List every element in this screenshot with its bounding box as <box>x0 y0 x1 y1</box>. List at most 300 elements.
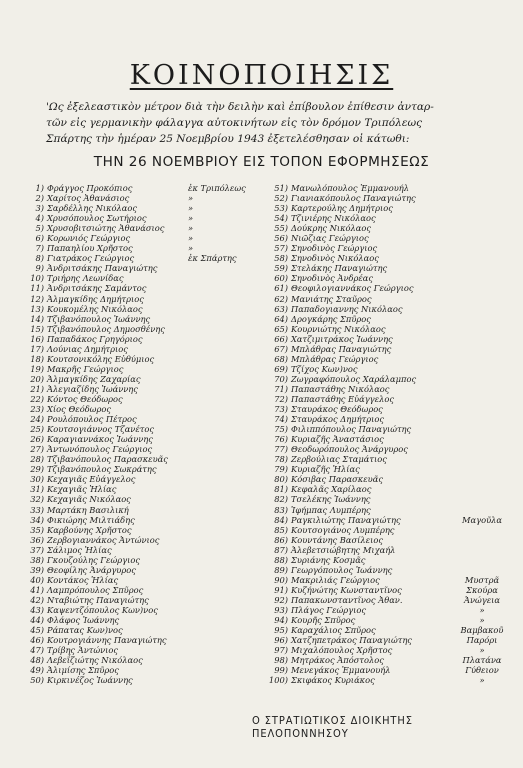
list-item <box>22 565 262 575</box>
entry-name: Μητράκος Ἀπόστολος <box>291 655 384 666</box>
list-item <box>266 545 506 555</box>
list-item <box>266 334 506 344</box>
entry-number: 10) <box>30 273 44 284</box>
list-item <box>266 213 506 223</box>
entry-name: Σηνοδινὸς Ἀνδρέας <box>291 273 374 284</box>
entry-name: Σταυράκος Δημήτριος <box>291 414 384 425</box>
entry-location: » <box>188 203 194 214</box>
list-item <box>266 364 506 374</box>
list-item <box>22 444 262 454</box>
entry-number: 18) <box>30 353 44 364</box>
entry-name: Πλάγος Γεώργιος <box>291 604 367 615</box>
entry-number: 95) <box>274 625 288 636</box>
entry-name: Καρτερούλης Δημήτριος <box>291 203 393 214</box>
entry-number: 12) <box>30 293 44 304</box>
entry-number: 77) <box>274 444 288 455</box>
entry-name: Ἀλμαγκίδης Ζαχαρίας <box>47 373 141 384</box>
entry-name: Δρογκάρης Σπῦρος <box>291 313 371 324</box>
list-item <box>22 273 262 283</box>
entry-name: Χίος Θεόδωρος <box>47 404 111 415</box>
entry-location: Βαμβακοῦ <box>460 625 504 636</box>
list-item <box>266 233 506 243</box>
entry-number: 82) <box>274 494 288 505</box>
list-item <box>22 434 262 444</box>
entry-name: Κουτρογιάννης Παναγιώτης <box>47 635 167 646</box>
signature: Ο ΣΤΡΑΤΙΩΤΙΚΟΣ ΔΙΟΙΚΗΤΗΣ ΠΕΛΟΠΟΝΝΗΣΟΥ <box>252 714 413 740</box>
entry-name: Κεφαλᾶς Χαρίλαος <box>291 484 372 495</box>
entry-number: 29) <box>30 464 44 475</box>
entry-number: 65) <box>274 323 288 334</box>
names-column-left <box>22 183 262 685</box>
entry-number: 8) <box>35 253 44 264</box>
entry-number: 15) <box>30 323 44 334</box>
list-item <box>266 635 506 645</box>
list-item <box>266 354 506 364</box>
entry-location: » <box>188 243 194 254</box>
entry-name: Κυζήνώτης Κωνσταντῖνος <box>291 584 402 595</box>
entry-name: Φλάφος Ἰωάννης <box>47 615 120 626</box>
list-item <box>266 384 506 394</box>
entry-number: 78) <box>274 454 288 465</box>
list-item <box>22 344 262 354</box>
page-title: ΚΟΙΝΟΠΟΙΗΣΙΣ <box>129 60 394 91</box>
list-item <box>266 394 506 404</box>
list-item <box>266 605 506 615</box>
entry-number: 98) <box>274 655 288 666</box>
entry-number: 64) <box>274 313 288 324</box>
entry-number: 23) <box>30 404 44 415</box>
entry-number: 38) <box>30 554 44 565</box>
entry-name: Τριήρης Λεωνίδας <box>47 273 124 284</box>
entry-number: 72) <box>274 393 288 404</box>
list-item <box>266 494 506 504</box>
entry-number: 85) <box>274 524 288 535</box>
list-item <box>266 283 506 293</box>
entry-name: Παπαδάκος Γρηγόριος <box>47 333 143 344</box>
entry-number: 25) <box>30 424 44 435</box>
entry-number: 62) <box>274 293 288 304</box>
intro-line: 'Ως ἐξελεαστικὸν μέτρον διὰ τὴν δειλὴν καὶ ἐπίβουλον ἐπίθεσιν ἀνταρ- <box>46 101 434 113</box>
entry-location: Μυστρᾶ <box>464 574 500 585</box>
entry-name: Λεβεΐζιώτης Νικόλαος <box>47 655 143 666</box>
entry-number: 81) <box>274 484 288 495</box>
entry-name: Τζίχος Κων)νος <box>291 363 358 374</box>
entry-number: 60) <box>274 273 288 284</box>
list-item <box>266 464 506 474</box>
entry-number: 30) <box>30 474 44 485</box>
entry-number: 41) <box>30 584 44 595</box>
entry-number: 56) <box>274 233 288 244</box>
entry-number: 84) <box>274 514 288 525</box>
entry-location: » <box>188 233 194 244</box>
entry-name: Ζερβογιαννάκος Ἀντώνιος <box>47 534 160 545</box>
entry-name: Νιῶζιας Γεώργιος <box>291 233 369 244</box>
list-item <box>266 515 506 525</box>
entry-name: Σταυράκος Θεόδωρος <box>291 404 383 415</box>
entry-number: 24) <box>30 414 44 425</box>
entry-name: Παπαστάθης Νικόλαος <box>291 383 390 394</box>
entry-number: 45) <box>30 625 44 636</box>
entry-name: Κουρῆς Σπῦρος <box>291 615 356 626</box>
list-item <box>22 314 262 324</box>
entry-number: 1) <box>35 183 44 193</box>
entry-number: 11) <box>30 283 44 294</box>
list-item <box>266 304 506 314</box>
list-item <box>22 354 262 364</box>
entry-number: 36) <box>30 534 44 545</box>
entry-number: 80) <box>274 474 288 485</box>
intro-line: τῶν εἰς γερμανικὴν φάλαγγα αὐτοκινήτων εἰς τὸν δρόμον Τριπόλεως <box>46 117 423 129</box>
entry-name: Κόσιβας Παρασκευᾶς <box>291 474 383 485</box>
list-item <box>22 484 262 494</box>
entry-number: 53) <box>274 203 288 214</box>
entry-name: Ράπατας Κων)νος <box>47 625 123 636</box>
list-item <box>266 294 506 304</box>
list-item <box>22 193 262 203</box>
entry-number: 6) <box>35 233 44 244</box>
entry-number: 20) <box>30 373 44 384</box>
entry-number: 13) <box>30 303 44 314</box>
entry-name: Χαρίτος Ἀθανάσιος <box>47 193 130 204</box>
list-item <box>22 464 262 474</box>
list-item <box>22 233 262 243</box>
list-item <box>22 243 262 253</box>
list-item <box>266 665 506 675</box>
entry-number: 37) <box>30 544 44 555</box>
entry-name: Κόντος Θεόδωρος <box>47 393 123 404</box>
entry-name: Καραγιαννάκος Ἰωάννης <box>47 434 153 445</box>
entry-name: Κουκομέλης Νικόλαος <box>47 303 143 314</box>
entry-name: Καρβούνης Χρῆστος <box>47 524 132 535</box>
entry-location: » <box>188 223 194 234</box>
entry-number: 40) <box>30 574 44 585</box>
list-item <box>266 474 506 484</box>
list-item <box>22 545 262 555</box>
list-item <box>22 213 262 223</box>
entry-name: Κυριαζῆς Ἀναστάσιος <box>291 434 384 445</box>
entry-location: » <box>479 604 485 615</box>
list-item <box>266 645 506 655</box>
entry-number: 52) <box>274 193 288 204</box>
entry-name: Μακρῆς Γεώργιος <box>47 363 124 374</box>
entry-number: 71) <box>274 383 288 394</box>
entry-name: Ἀνδριτσάκης Σαμάντος <box>47 283 147 294</box>
list-item <box>22 585 262 595</box>
entry-number: 79) <box>274 464 288 475</box>
list-item <box>22 575 262 585</box>
list-item <box>22 625 262 635</box>
entry-number: 27) <box>30 444 44 455</box>
list-item <box>22 203 262 213</box>
list-item <box>22 555 262 565</box>
entry-name: Ἀλεβετσιώβητης Μιχαήλ <box>291 544 396 555</box>
list-item <box>266 484 506 494</box>
list-item <box>22 294 262 304</box>
entry-number: 28) <box>30 454 44 465</box>
list-item <box>22 535 262 545</box>
list-item <box>266 625 506 635</box>
list-item <box>266 344 506 354</box>
entry-name: Μανωλόπουλος Ἐμμανουήλ <box>291 183 409 193</box>
entry-number: 43) <box>30 604 44 615</box>
entry-name: Γιανιακόπουλος Παναγιώτης <box>291 193 416 204</box>
list-heading: ΤΗΝ 26 ΝΟΕΜΒΡΙΟΥ ΕΙΣ ΤΟΠΟΝ ΕΦΟΡΜΗΣΕΩΣ <box>93 154 430 170</box>
entry-name: Κουτσογιάνος Λυμπέρης <box>291 524 395 535</box>
entry-name: Θεοφιλογιαννάκος Γεώργιος <box>291 283 414 294</box>
list-item <box>22 595 262 605</box>
entry-name: Χατζιμιτράκος Ἰωάννης <box>291 333 393 344</box>
list-item <box>22 253 262 263</box>
list-item <box>266 273 506 283</box>
entry-name: Σαρδέλλης Νικόλαος <box>47 203 138 214</box>
list-item <box>22 414 262 424</box>
list-item <box>266 575 506 585</box>
entry-name: Σάλιμος Ἡλίας <box>47 544 112 555</box>
entry-number: 50) <box>30 675 44 686</box>
entry-number: 35) <box>30 524 44 535</box>
entry-name: Παπαηλίου Χρῆστος <box>47 243 133 254</box>
list-item <box>266 414 506 424</box>
list-item <box>22 635 262 645</box>
entry-name: Τζιβανόπουλος Δημοσθένης <box>47 323 165 334</box>
entry-number: 89) <box>274 564 288 575</box>
entry-name: Φικιώρης Μιλτιάδης <box>47 514 135 525</box>
entry-name: Κουντάνης Βασίλειος <box>291 534 383 545</box>
entry-name: Παπακωνσταντῖνος Ἀθαν. <box>291 594 403 605</box>
entry-name: Ραγκιλιώτης Παναγιώτης <box>291 514 401 525</box>
list-item <box>266 615 506 625</box>
list-item <box>22 183 262 193</box>
entry-name: Κουτσογιάννος Τζανέτος <box>47 424 155 435</box>
entry-number: 74) <box>274 414 288 425</box>
entry-number: 3) <box>35 203 44 214</box>
entry-number: 73) <box>274 404 288 415</box>
entry-name: Σηνοδινὸς Γεώργιος <box>291 243 378 254</box>
entry-name: Κουτσονικόλης Εὐθύμιος <box>47 353 155 364</box>
list-item <box>22 424 262 434</box>
entry-name: Γιατράκος Γεώργιος <box>47 253 135 264</box>
list-item <box>266 253 506 263</box>
entry-number: 47) <box>30 645 44 656</box>
entry-name: Ἰφήμπας Λυμπέρης <box>291 504 371 515</box>
entry-name: Ἀντωνόπουλος Γεώργιος <box>47 444 153 455</box>
list-item <box>266 595 506 605</box>
entry-number: 83) <box>274 504 288 515</box>
entry-name: Λαμπρόπουλος Σπῦρος <box>47 584 144 595</box>
list-item <box>266 203 506 213</box>
entry-name: Μακριλιάς Γεώργιος <box>291 574 380 585</box>
list-item <box>22 324 262 334</box>
entry-number: 32) <box>30 494 44 505</box>
entry-name: Καραχάλιος Σπῦρος <box>291 625 376 636</box>
entry-number: 61) <box>274 283 288 294</box>
list-item <box>266 454 506 464</box>
entry-name: Κεχαγιᾶς Νικόλαος <box>47 494 131 505</box>
entry-number: 31) <box>30 484 44 495</box>
entry-location: ἐκ Τριπόλεως <box>188 183 246 193</box>
entry-name: Σκιφάκος Κυριάκος <box>291 675 375 686</box>
entry-name: Νταβιώτης Παναγιώτης <box>47 594 149 605</box>
entry-number: 49) <box>30 665 44 676</box>
list-item <box>22 645 262 655</box>
entry-name: Ἀλμαγκίδης Δημήτριος <box>47 293 144 304</box>
list-item <box>266 243 506 253</box>
entry-name: Τρίβης Ἀντώνιος <box>47 645 119 656</box>
list-item <box>266 505 506 515</box>
list-item <box>22 494 262 504</box>
entry-number: 66) <box>274 333 288 344</box>
list-item <box>266 434 506 444</box>
entry-name: Ζερβούλιας Σταμάτιος <box>291 454 387 465</box>
list-item <box>266 565 506 575</box>
entry-name: Μενεγάκος Ἐμμανουήλ <box>291 665 391 676</box>
entry-name: Στελάκης Παναγιώτης <box>291 263 388 274</box>
entry-number: 4) <box>35 213 44 224</box>
entry-name: Χρυσόπουλος Σωτήριος <box>47 213 147 224</box>
list-item <box>266 655 506 665</box>
entry-name: Μιχαλόπουλος Χρῆστος <box>291 645 393 656</box>
entry-name: Ἀνδριτσάκης Παναγιώτης <box>47 263 158 274</box>
list-item <box>22 675 262 685</box>
list-item <box>266 324 506 334</box>
entry-name: Γκουζούλης Γεώργιος <box>47 554 140 565</box>
list-item <box>22 525 262 535</box>
list-item <box>266 223 506 233</box>
entry-location: » <box>188 213 194 224</box>
entry-number: 97) <box>274 645 288 656</box>
entry-location: Πλατάνα <box>462 655 502 666</box>
intro-line: Σπάρτης τὴν ἡμέραν 25 Νοεμβρίου 1943 ἐξετελέσθησαν οἱ κάτωθι: <box>46 133 410 145</box>
list-item <box>22 394 262 404</box>
entry-name: Μπλάθρας Γεώργιος <box>291 353 379 364</box>
entry-location: Σκούρα <box>466 584 498 595</box>
entry-number: 55) <box>274 223 288 234</box>
list-item <box>22 474 262 484</box>
entry-name: Μανιάτης Σταῦρος <box>291 293 372 304</box>
entry-number: 2) <box>35 193 44 204</box>
list-item <box>266 404 506 414</box>
entry-number: 46) <box>30 635 44 646</box>
list-item <box>22 304 262 314</box>
entry-number: 51) <box>274 183 288 193</box>
entry-location: Γύθειον <box>465 665 499 676</box>
list-item <box>22 374 262 384</box>
entry-number: 70) <box>274 373 288 384</box>
entry-location: » <box>479 645 485 656</box>
entry-number: 96) <box>274 635 288 646</box>
entry-number: 5) <box>35 223 44 234</box>
list-item <box>266 193 506 203</box>
entry-name: Θεοδωρόπουλος Ἀνάργυρος <box>291 444 408 455</box>
entry-name: Κεχαγιᾶς Εὐάγγελος <box>47 474 136 485</box>
list-item <box>266 444 506 454</box>
list-item <box>266 535 506 545</box>
entry-number: 14) <box>30 313 44 324</box>
entry-location: ἐκ Σπάρτης <box>188 253 237 264</box>
entry-number: 48) <box>30 655 44 666</box>
entry-number: 91) <box>274 584 288 595</box>
entry-number: 76) <box>274 434 288 445</box>
entry-name: Παπαστάθης Εὐάγγελος <box>291 393 394 404</box>
entry-number: 54) <box>274 213 288 224</box>
list-item <box>266 675 506 685</box>
entry-name: Ἀλεγιαζίδης Ἰωάννης <box>47 383 138 394</box>
entry-name: Ρουλόπουλος Πέτρος <box>47 414 137 425</box>
entry-name: Καψεντζόπουλος Κων)νος <box>47 604 158 615</box>
entry-location: Μαγοῦλα <box>462 514 502 525</box>
list-item <box>266 183 506 193</box>
entry-name: Θεοφίλης Ἀνάργυρος <box>47 564 136 575</box>
entry-name: Κιρκινέζος Ἰωάννης <box>47 675 133 686</box>
list-item <box>22 384 262 394</box>
entry-number: 17) <box>30 343 44 354</box>
entry-number: 44) <box>30 615 44 626</box>
entry-number: 87) <box>274 544 288 555</box>
entry-number: 94) <box>274 615 288 626</box>
entry-number: 21) <box>30 383 44 394</box>
entry-name: Ζωγραφόπουλος Χαράλαμπος <box>291 373 417 384</box>
entry-number: 100) <box>268 675 288 686</box>
entry-name: Σηνοδινὸς Νικόλαος <box>291 253 379 264</box>
entry-number: 33) <box>30 504 44 515</box>
list-item <box>22 263 262 273</box>
entry-name: Κεχαγιᾶς Ἡλίας <box>47 484 117 495</box>
list-item <box>22 505 262 515</box>
entry-name: Τσελέκης Ἰωάννης <box>291 494 371 505</box>
list-item <box>266 424 506 434</box>
entry-number: 75) <box>274 424 288 435</box>
entry-number: 93) <box>274 604 288 615</box>
entry-number: 69) <box>274 363 288 374</box>
entry-name: Μπλάθρας Παναγιώτης <box>291 343 392 354</box>
entry-number: 26) <box>30 434 44 445</box>
entry-number: 58) <box>274 253 288 264</box>
entry-name: Φιλιππόπουλος Παναγιώτης <box>291 424 412 435</box>
entry-name: Δούκρης Νικόλαος <box>291 223 372 234</box>
entry-location: Παρόρι <box>466 635 498 646</box>
list-item <box>266 374 506 384</box>
entry-number: 90) <box>274 574 288 585</box>
list-item <box>22 364 262 374</box>
names-column-right <box>266 183 506 685</box>
list-item <box>266 314 506 324</box>
list-item <box>266 555 506 565</box>
entry-name: Τζιβανόπουλος Παρασκευᾶς <box>47 454 168 465</box>
entry-number: 34) <box>30 514 44 525</box>
intro-paragraph <box>46 99 486 147</box>
entry-number: 63) <box>274 303 288 314</box>
entry-name: Λούνιας Δημήτριος <box>47 343 128 354</box>
entry-name: Τζινιέρης Νικόλαος <box>291 213 376 224</box>
entry-number: 68) <box>274 353 288 364</box>
list-item <box>22 223 262 233</box>
entry-number: 9) <box>35 263 44 274</box>
list-item <box>22 665 262 675</box>
entry-location: » <box>479 675 485 686</box>
entry-number: 22) <box>30 393 44 404</box>
entry-number: 16) <box>30 333 44 344</box>
entry-name: Φράγγος Προκόπιος <box>47 183 133 193</box>
entry-name: Χατζηπετράκος Παναγιώτης <box>291 635 412 646</box>
entry-number: 88) <box>274 554 288 565</box>
list-item <box>22 615 262 625</box>
list-item <box>22 605 262 615</box>
entry-number: 67) <box>274 343 288 354</box>
entry-number: 59) <box>274 263 288 274</box>
entry-name: Κουρνιώτης Νικόλαος <box>291 323 386 334</box>
entry-location: Ἀνώγεια <box>463 594 501 605</box>
entry-name: Τζιβανόπουλος Σωκράτης <box>47 464 157 475</box>
